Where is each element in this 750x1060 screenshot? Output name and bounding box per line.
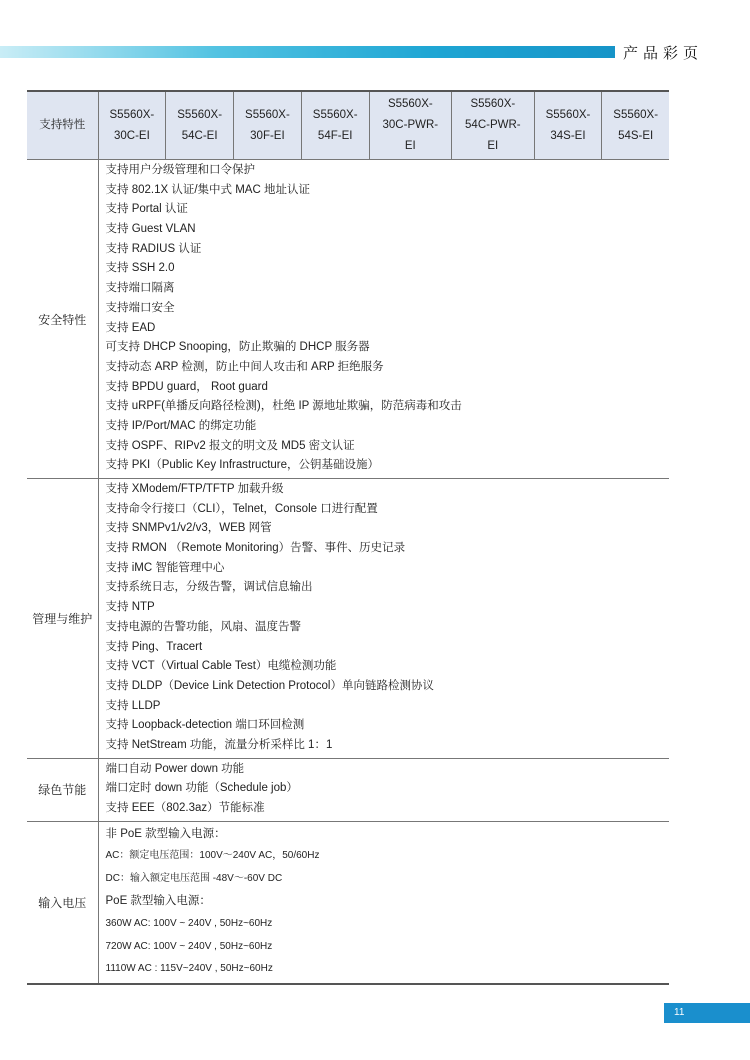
feature-item: 可支持 DHCP Snooping，防止欺骗的 DHCP 服务器 [105, 341, 370, 354]
power-list [98, 821, 669, 984]
feature-item: 支持 SNMPv1/v2/v3，WEB 网管 [105, 522, 272, 535]
feature-item: 支持 PKI（Public Key Infrastructure，公钥基础设施） [105, 459, 380, 472]
feature-list [98, 758, 669, 821]
feature-item: 支持系统日志，分级告警，调试信息输出 [105, 581, 313, 594]
page-header-title: 产品彩页 [623, 44, 704, 62]
feature-item: 端口自动 Power down 功能 [105, 762, 245, 775]
feature-item: 支持 RADIUS 认证 [105, 242, 202, 255]
feature-item: 支持 DLDP（Device Link Detection Protocol）单向链路检测协议 [105, 679, 434, 692]
feature-item: 支持 LLDP [105, 699, 161, 712]
feature-item: 支持 XModem/FTP/TFTP 加载升级 [105, 483, 284, 495]
page-number: 11 [664, 1003, 750, 1023]
feature-item: 支持命令行接口（CLI），Telnet，Console 口进行配置 [105, 502, 378, 515]
power-item: 1110W AC : 115V~240V , 50Hz~60Hz [105, 963, 273, 975]
power-item: AC：额定电压范围：100V～240V AC，50/60Hz [105, 850, 320, 862]
model-header: S5560X- 54C-EI [166, 91, 234, 160]
feature-item: 支持 iMC 智能管理中心 [105, 561, 225, 574]
category-label: 安全特性 [27, 160, 98, 479]
section-row-management [27, 479, 669, 759]
power-item: 非 PoE 款型输入电源： [105, 827, 226, 840]
category-label: 输入电压 [27, 821, 98, 984]
power-item: DC：输入额定电压范围 -48V～-60V DC [105, 872, 283, 884]
model-header: S5560X- 54C-PWR- EI [452, 91, 535, 160]
power-item: 720W AC: 100V ~ 240V , 50Hz~60Hz [105, 940, 273, 952]
feature-item: 支持 NTP [105, 601, 155, 614]
feature-item: 支持 EEE（802.3az）节能标准 [105, 802, 265, 814]
feature-item: 支持 uRPF(单播反向路径检测)，杜绝 IP 源地址欺骗，防范病毒和攻击 [105, 400, 462, 413]
spec-table [27, 90, 669, 985]
feature-item: 支持 Loopback-detection 端口环回检测 [105, 719, 305, 732]
model-header: S5560X- 30C-PWR- EI [369, 91, 452, 160]
model-header: S5560X- 30C-EI [98, 91, 166, 160]
model-header: S5560X- 30F-EI [234, 91, 302, 160]
feature-item: 支持端口隔离 [105, 282, 175, 295]
feature-item: 支持 SSH 2.0 [105, 262, 175, 275]
feature-item: 端口定时 down 功能（Schedule job） [105, 782, 298, 795]
feature-header: 支持特性 [27, 91, 98, 160]
feature-item: 支持 Ping、Tracert [105, 640, 203, 653]
feature-item: 支持 IP/Port/MAC 的绑定功能 [105, 419, 257, 432]
feature-item: 支持 RMON （Remote Monitoring）告警、事件、历史记录 [105, 542, 406, 555]
category-label: 绿色节能 [27, 758, 98, 821]
category-label: 管理与维护 [27, 479, 98, 759]
feature-item: 支持 OSPF、RIPv2 报文的明文及 MD5 密文认证 [105, 439, 355, 452]
feature-list [98, 160, 669, 479]
power-item: PoE 款型输入电源： [105, 895, 211, 908]
feature-item: 支持 NetStream 功能，流量分析采样比 1：1 [105, 738, 333, 751]
section-row-security [27, 160, 669, 479]
feature-list [98, 479, 669, 759]
model-header: S5560X- 54S-EI [602, 91, 669, 160]
feature-item: 支持 802.1X 认证/集中式 MAC 地址认证 [105, 183, 310, 196]
header-color-bar [0, 46, 615, 58]
model-header: S5560X- 34S-EI [534, 91, 602, 160]
feature-item: 支持 BPDU guard， Root guard [105, 380, 268, 393]
feature-item: 支持端口安全 [105, 301, 175, 314]
feature-item: 支持电源的告警功能，风扇、温度告警 [105, 620, 301, 633]
power-item: 360W AC: 100V ~ 240V , 50Hz~60Hz [105, 918, 273, 930]
feature-item: 支持 Guest VLAN [105, 223, 196, 236]
feature-item: 支持 VCT（Virtual Cable Test）电缆检测功能 [105, 660, 337, 673]
feature-item: 支持 Portal 认证 [105, 203, 188, 216]
feature-item: 支持动态 ARP 检测，防止中间人攻击和 ARP 拒绝服务 [105, 360, 384, 373]
section-row-green [27, 758, 669, 821]
section-row-power [27, 821, 669, 984]
feature-item: 支持 EAD [105, 321, 156, 334]
feature-item: 支持用户分级管理和口令保护 [105, 164, 255, 176]
model-header: S5560X- 54F-EI [301, 91, 369, 160]
table-header-row [27, 91, 669, 160]
